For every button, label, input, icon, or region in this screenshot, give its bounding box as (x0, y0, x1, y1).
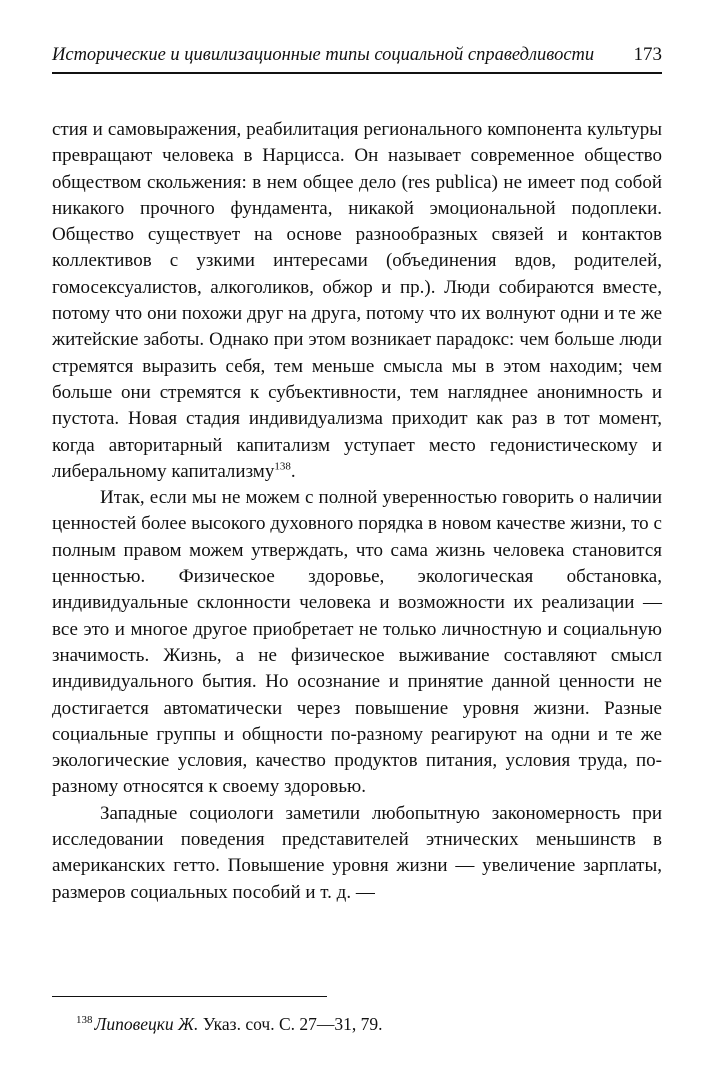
footnote-138 (76, 1013, 662, 1035)
footnote-number: 138 (76, 1014, 93, 1027)
paragraph-1 (52, 117, 662, 485)
paragraph-2: Итак, если мы не можем с полной уверенностью говорить о наличии ценностей более высокого духовного порядка в новом качестве жизни, то с полным правом можем утверждать, что сама жизнь человека становится ценностью. Физическое здоровье, экологическая обстановка, индивидуальные склонности человека и возможности их реализации — все это и многое другое приобретает не только личностную и социальную значимость. Жизнь, а не физическое выживание составляют смысл индивидуального бытия. Но осознание и принятие данной ценности не достигается автоматически через повышение уровня жизни. Разные социальные группы и общности по-разному реагируют на одни и те же экологические условия, качество продуктов питания, условия труда, по-разному относятся к своему здоровью. (52, 487, 662, 798)
running-title: Исторические и цивилизационные типы социальной справедливости (52, 45, 595, 65)
paragraph-1-text: стия и самовыражения, реабилитация регионального компонента культуры превращают человека в Нарцисса. Он называет современное общество обществом скольжения: в нем общее дело (res publica) не имеет под собой никакого прочного фундамента, никакой эмоциональной подоплеки. Общество существует на основе разнообразных связей и контактов коллективов с узкими интересами (объединения вдов, родителей, гомосексуалистов, алкоголиков, обжор и пр.). Люди собираются вместе, потому что они похожи друг на друга, потому что их волнуют одни и те же житейские заботы. Однако при этом возникает парадокс: чем больше люди стремятся выразить себя, тем меньше смысла мы в этом находим; чем больше они стремятся к субъективности, тем нагляднее анонимность и пустота. Новая стадия индивидуализма приходит как раз в тот момент, когда авторитарный капитализм уступает место гедонистическому и либеральному капитализму (52, 119, 662, 482)
paragraph-3: Западные социологи заметили любопытную закономерность при исследовании поведения представителей этнических меньшинств в американских гетто. Повышение уровня жизни — увеличение зарплаты, размеров социальных пособий и т. д. — (52, 802, 662, 903)
paragraph-1-end: . (290, 460, 296, 482)
main-text (52, 117, 662, 906)
page-number: 173 (633, 44, 662, 65)
footnote-text: Указ. соч. С. 27—31, 79. (198, 1014, 383, 1034)
footnote-rule (52, 996, 327, 997)
footnote-ref-138[interactable]: 138 (274, 460, 291, 473)
header-rule (52, 72, 662, 74)
running-head (52, 44, 662, 66)
footnote-author: Липовецки Ж. (94, 1014, 199, 1034)
